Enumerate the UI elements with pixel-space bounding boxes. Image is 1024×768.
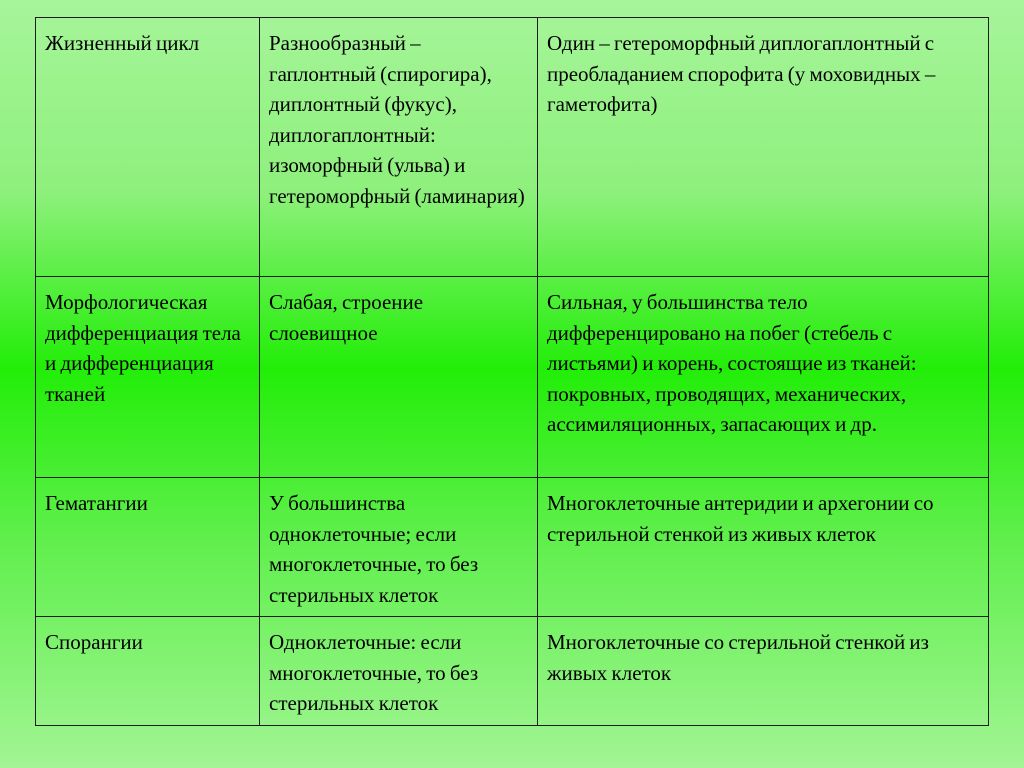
algae-cell: Слабая, строение слоевищное <box>260 277 538 478</box>
higher-plants-cell: Многоклеточные антеридии и архегонии со стерильной стенкой из живых клеток <box>538 478 989 617</box>
feature-cell: Гематангии <box>36 478 260 617</box>
higher-plants-cell: Один – гетероморфный диплогаплонтный с преобладанием спорофита (у моховидных – гаметофита) <box>538 18 989 277</box>
comparison-table <box>35 17 989 726</box>
algae-cell: Одноклеточные: если многоклеточные, то без стерильных клеток <box>260 617 538 726</box>
feature-cell: Морфологическая дифференциация тела и дифференциация тканей <box>36 277 260 478</box>
table-row-gametangia <box>36 478 989 617</box>
table-row-life-cycle <box>36 18 989 277</box>
feature-cell: Спорангии <box>36 617 260 726</box>
table-row-morphology <box>36 277 989 478</box>
higher-plants-cell: Сильная, у большинства тело дифференцировано на побег (стебель с листьями) и корень, состоящие из тканей: покровных, проводящих, механических, ассимиляционных, запасающих и др. <box>538 277 989 478</box>
table-row-sporangia <box>36 617 989 726</box>
higher-plants-cell: Многоклеточные со стерильной стенкой из живых клеток <box>538 617 989 726</box>
algae-cell: Разнообразный – гаплонтный (спирогира), диплонтный (фукус), диплогаплонтный: изоморфный (ульва) и гетероморфный (ламинария) <box>260 18 538 277</box>
feature-cell: Жизненный цикл <box>36 18 260 277</box>
algae-cell: У большинства одноклеточные; если многоклеточные, то без стерильных клеток <box>260 478 538 617</box>
